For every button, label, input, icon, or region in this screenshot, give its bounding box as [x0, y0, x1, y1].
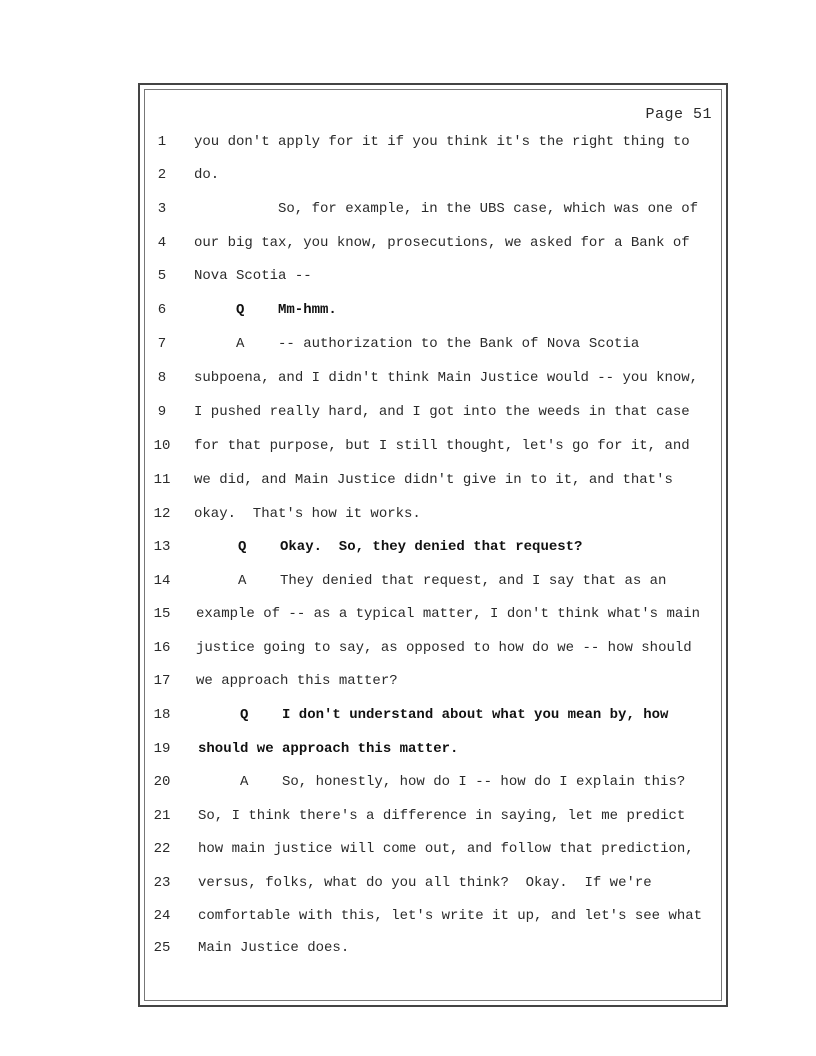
speaker-label: Q — [236, 302, 245, 318]
line-number: 19 — [153, 741, 171, 757]
line-number: 11 — [153, 472, 171, 488]
line-number: 4 — [157, 235, 167, 251]
line-text: our big tax, you know, prosecutions, we asked for a Bank of — [194, 235, 690, 251]
transcript-line — [0, 908, 816, 932]
line-text: we did, and Main Justice didn't give in to it, and that's — [194, 472, 673, 488]
speaker-label: A — [236, 336, 245, 352]
line-text: Okay. So, they denied that request? — [280, 539, 583, 555]
line-number: 16 — [153, 640, 171, 656]
line-number: 12 — [153, 506, 171, 522]
transcript-line — [0, 707, 816, 731]
line-number: 13 — [153, 539, 171, 555]
line-number: 5 — [157, 268, 167, 284]
line-number: 14 — [153, 573, 171, 589]
line-text: -- authorization to the Bank of Nova Scotia — [278, 336, 640, 352]
line-text: So, I think there's a difference in saying, let me predict — [198, 808, 686, 824]
transcript-line — [0, 370, 816, 394]
transcript-line — [0, 302, 816, 326]
transcript-line — [0, 741, 816, 765]
line-text: comfortable with this, let's write it up, and let's see what — [198, 908, 703, 924]
line-text: should we approach this matter. — [198, 741, 459, 757]
line-number: 20 — [153, 774, 171, 790]
line-text: example of -- as a typical matter, I don't think what's main — [196, 606, 701, 622]
line-text: how main justice will come out, and follow that prediction, — [198, 841, 694, 857]
line-text: They denied that request, and I say that as an — [280, 573, 667, 589]
speaker-label: Q — [238, 539, 247, 555]
line-number: 21 — [153, 808, 171, 824]
line-text: subpoena, and I didn't think Main Justice would -- you know, — [194, 370, 699, 386]
line-text: for that purpose, but I still thought, let's go for it, and — [194, 438, 690, 454]
transcript-line — [0, 808, 816, 832]
line-text: justice going to say, as opposed to how do we -- how should — [196, 640, 692, 656]
line-text: Nova Scotia -- — [194, 268, 312, 284]
transcript-line — [0, 606, 816, 630]
transcript-line — [0, 940, 816, 964]
transcript-line — [0, 841, 816, 865]
line-text: So, for example, in the UBS case, which was one of — [278, 201, 699, 217]
transcript-line — [0, 640, 816, 664]
transcript-line — [0, 404, 816, 428]
transcript-line — [0, 336, 816, 360]
line-number: 18 — [153, 707, 171, 723]
transcript-line — [0, 235, 816, 259]
line-number: 15 — [153, 606, 171, 622]
line-number: 7 — [157, 336, 167, 352]
transcript-line — [0, 573, 816, 597]
line-number: 6 — [157, 302, 167, 318]
line-number: 23 — [153, 875, 171, 891]
transcript-line — [0, 201, 816, 225]
line-number: 22 — [153, 841, 171, 857]
line-number: 24 — [153, 908, 171, 924]
transcript-line — [0, 539, 816, 563]
line-number: 25 — [153, 940, 171, 956]
line-number: 1 — [157, 134, 167, 150]
line-number: 2 — [157, 167, 167, 183]
line-text: okay. That's how it works. — [194, 506, 421, 522]
speaker-label: Q — [240, 707, 249, 723]
transcript-line — [0, 506, 816, 530]
transcript-line — [0, 134, 816, 158]
transcript-line — [0, 438, 816, 462]
transcript-line — [0, 472, 816, 496]
line-text: versus, folks, what do you all think? Okay. If we're — [198, 875, 652, 891]
line-text: So, honestly, how do I -- how do I explain this? — [282, 774, 686, 790]
line-text: we approach this matter? — [196, 673, 398, 689]
speaker-label: A — [238, 573, 247, 589]
line-text: Mm-hmm. — [278, 302, 337, 318]
line-text: you don't apply for it if you think it's the right thing to — [194, 134, 690, 150]
transcript-line — [0, 774, 816, 798]
transcript-line — [0, 875, 816, 899]
line-number: 9 — [157, 404, 167, 420]
transcript-line — [0, 268, 816, 292]
line-number: 17 — [153, 673, 171, 689]
line-number: 3 — [157, 201, 167, 217]
line-text: I don't understand about what you mean by, how — [282, 707, 669, 723]
transcript-line — [0, 673, 816, 697]
page-number: Page 51 — [645, 106, 712, 123]
transcript-line — [0, 167, 816, 191]
line-text: do. — [194, 167, 220, 183]
line-text: I pushed really hard, and I got into the weeds in that case — [194, 404, 690, 420]
line-number: 8 — [157, 370, 167, 386]
line-number: 10 — [153, 438, 171, 454]
speaker-label: A — [240, 774, 249, 790]
line-text: Main Justice does. — [198, 940, 350, 956]
